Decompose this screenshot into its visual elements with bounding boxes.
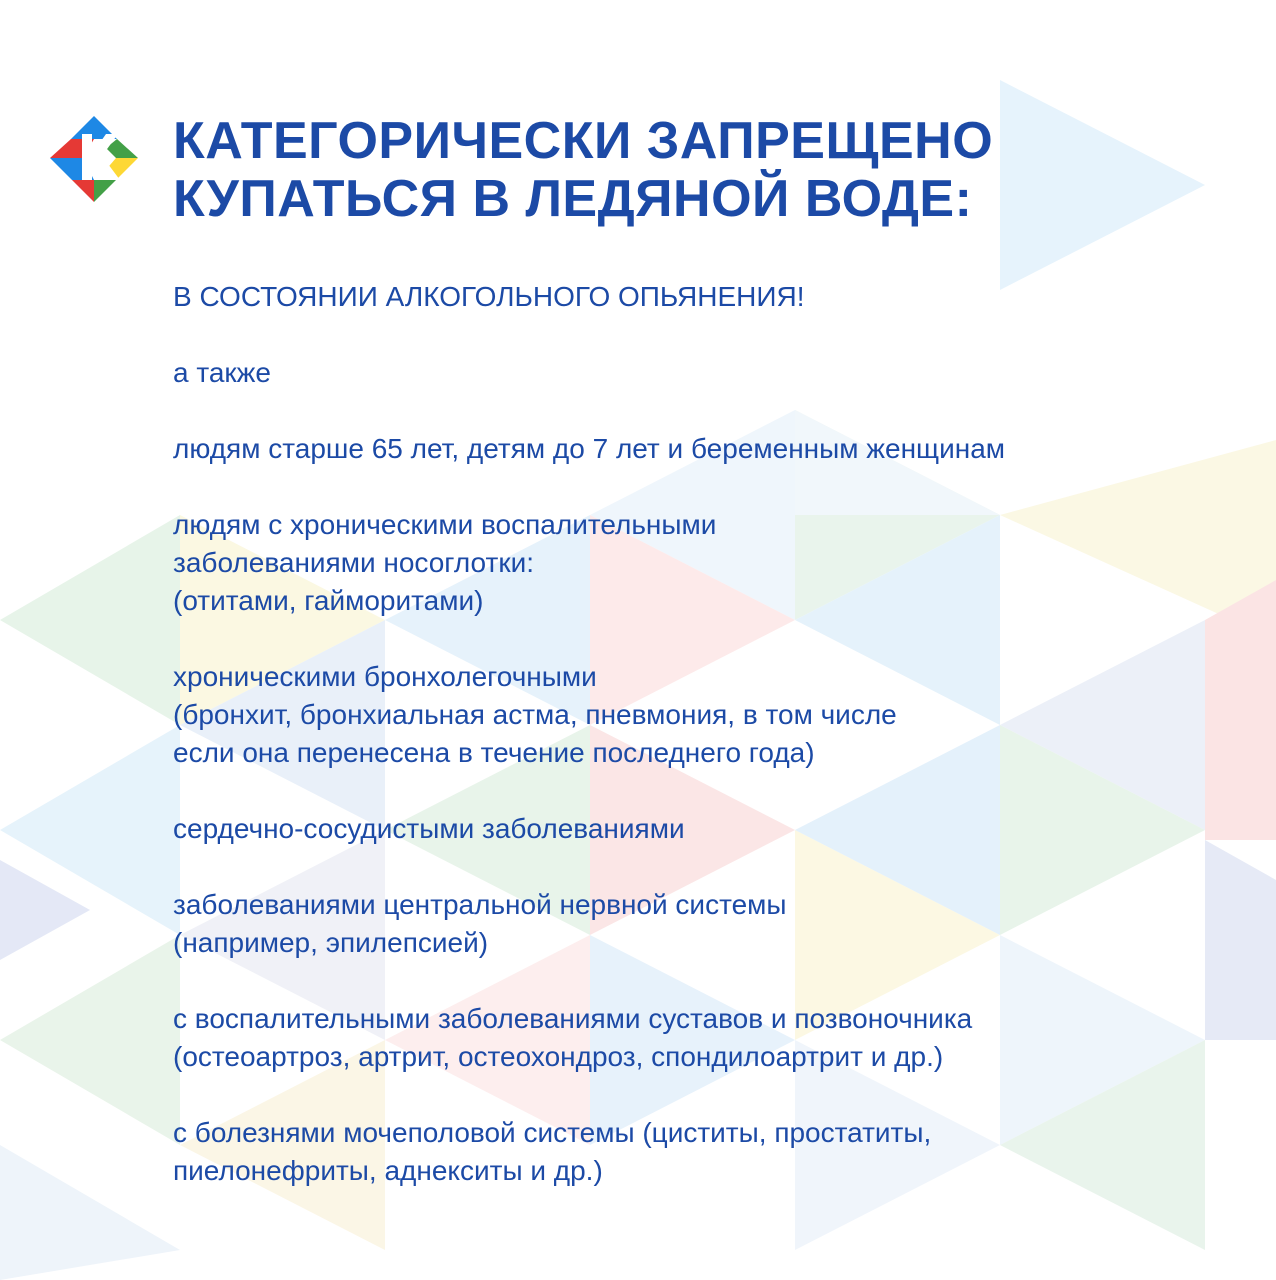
item-nasopharynx <box>173 506 1233 620</box>
item-bronchial <box>173 658 1233 772</box>
item-nervous-line-1: заболеваниями центральной нервной системы <box>173 889 787 920</box>
item-also: а также <box>173 357 271 388</box>
k-logo-icon <box>46 110 142 206</box>
prohibition-list <box>173 278 1233 1190</box>
item-nervous <box>173 886 1233 962</box>
item-joints <box>173 1000 1233 1076</box>
item-nervous-line-2: (например, эпилепсией) <box>173 927 489 958</box>
item-nasopharynx-line-1: людям с хроническими воспалительными <box>173 509 717 540</box>
item-urogenital-line-2: пиелонефриты, аднекситы и др.) <box>173 1155 603 1186</box>
item-urogenital-line-1: с болезнями мочеполовой системы (циститы, простатиты, <box>173 1117 932 1148</box>
item-urogenital <box>173 1114 1233 1190</box>
item-alcohol: В СОСТОЯНИИ АЛКОГОЛЬНОГО ОПЬЯНЕНИЯ! <box>173 281 805 312</box>
title-line-1: КАТЕГОРИЧЕСКИ ЗАПРЕЩЕНО <box>173 112 994 170</box>
page-title <box>173 112 1173 228</box>
item-joints-line-2: (остеоартроз, артрит, остеохондроз, спондилоартрит и др.) <box>173 1041 944 1072</box>
item-bronchial-line-2: (бронхит, бронхиальная астма, пневмония, в том числе <box>173 699 897 730</box>
item-bronchial-line-3: если она перенесена в течение последнего года) <box>173 737 815 768</box>
title-line-2: КУПАТЬСЯ В ЛЕДЯНОЙ ВОДЕ: <box>173 170 973 228</box>
item-age-groups: людям старше 65 лет, детям до 7 лет и беременным женщинам <box>173 433 1006 464</box>
item-nasopharynx-line-3: (отитами, гайморитами) <box>173 585 484 616</box>
item-nasopharynx-line-2: заболеваниями носоглотки: <box>173 547 535 578</box>
item-joints-line-1: с воспалительными заболеваниями суставов и позвоночника <box>173 1003 973 1034</box>
item-cardio: сердечно-сосудистыми заболеваниями <box>173 813 685 844</box>
item-bronchial-line-1: хроническими бронхолегочными <box>173 661 597 692</box>
